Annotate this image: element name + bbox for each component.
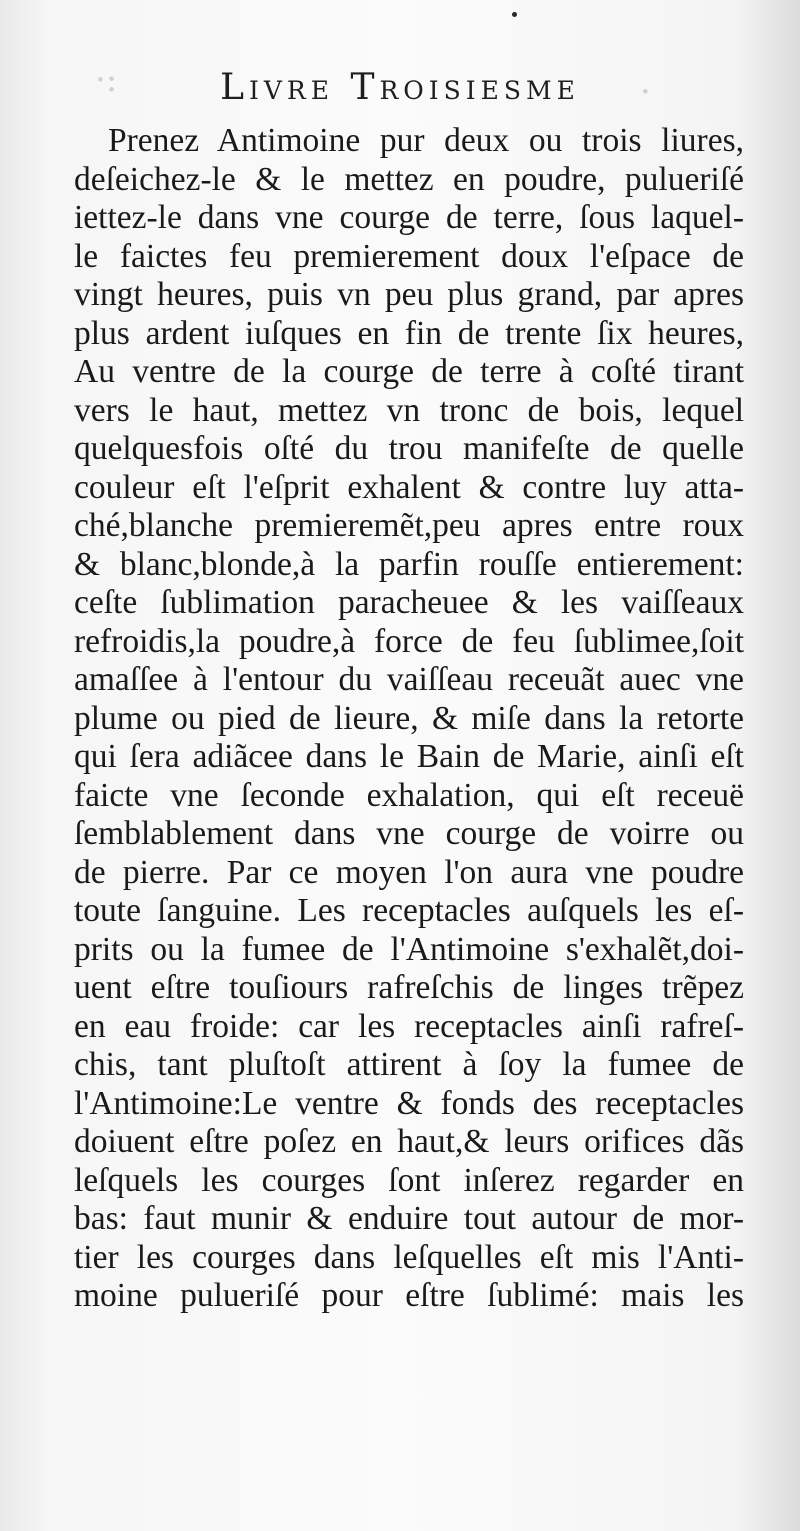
text-line: le faictes feu premierement doux l'eſpace de: [74, 237, 744, 275]
running-head: Livre Troisiesme: [220, 67, 580, 108]
text-line: en eau froide: car les receptacles ainſi rafreſ-: [74, 1007, 744, 1045]
text-line: tier les courges dans leſquelles eſt mis l'Anti-: [74, 1238, 744, 1276]
text-line: ſemblablement dans vne courge de voirre ou: [74, 815, 744, 852]
text-line: Au ventre de la courge de terre à coſté tirant: [74, 353, 744, 390]
text-line: ceſte ſublimation paracheuee & les vaiſſeaux: [74, 584, 744, 621]
text-line: plus ardent iuſques en fin de trente ſix heures,: [74, 314, 744, 352]
text-line: moine pulueriſé pour eſtre ſublimé: mais les: [74, 1277, 744, 1314]
text-line: chis, tant pluſtoſt attirent à ſoy la fumee de: [74, 1046, 744, 1083]
text-line: couleur eſt l'eſprit exhalent & contre luy atta-: [74, 468, 744, 506]
text-line: prits ou la fumee de l'Antimoine s'exhalẽt,doi-: [74, 930, 744, 968]
text-line: quelquesfois oſté du trou manifeſte de quelle: [74, 430, 744, 467]
text-line: doiuent eſtre poſez en haut,& leurs orifices dãs: [74, 1123, 744, 1160]
text-line: deſeichez-le & le mettez en poudre, pulueriſé: [74, 160, 744, 198]
text-line: plume ou pied de lieure, & miſe dans la retorte: [74, 699, 744, 737]
text-line: iettez-le dans vne courge de terre, ſous laquel-: [74, 199, 744, 236]
text-line: toute ſanguine. Les receptacles auſquels les eſ-: [74, 892, 744, 929]
text-line: l'Antimoine:Le ventre & fonds des receptacles: [74, 1084, 744, 1122]
text-line: vingt heures, puis vn peu plus grand, par apres: [74, 276, 744, 313]
page-body-text: [74, 122, 744, 1316]
text-line: leſquels les courges ſont inſerez regarder en: [74, 1161, 744, 1199]
text-line: qui ſera adiãcee dans le Bain de Marie, ainſi eſt: [74, 738, 744, 775]
text-line: ché,blanche premieremẽt,peu apres entre roux: [74, 507, 744, 544]
text-line: & blanc,blonde,à la parfin rouſſe entierement:: [74, 545, 744, 583]
text-line: faicte vne ſeconde exhalation, qui eſt receuë: [74, 776, 744, 814]
ink-speck: [512, 12, 517, 17]
text-line: amaſſee à l'entour du vaiſſeau receuãt auec vne: [74, 661, 744, 698]
text-line: de pierre. Par ce moyen l'on aura vne poudre: [74, 853, 744, 891]
text-line: vers le haut, mettez vn tronc de bois, lequel: [74, 391, 744, 429]
margin-show-through-mark: ·:: [95, 60, 118, 100]
text-line: uent eſtre touſiours rafreſchis de linges trẽpez: [74, 969, 744, 1006]
text-line: refroidis,la poudre,à force de feu ſublimee,ſoit: [74, 622, 744, 660]
text-line: Prenez Antimoine pur deux ou trois liures,: [108, 122, 744, 159]
text-line: bas: faut munir & enduire tout autour de mor-: [74, 1200, 744, 1237]
margin-show-through-mark: ·: [640, 72, 651, 112]
